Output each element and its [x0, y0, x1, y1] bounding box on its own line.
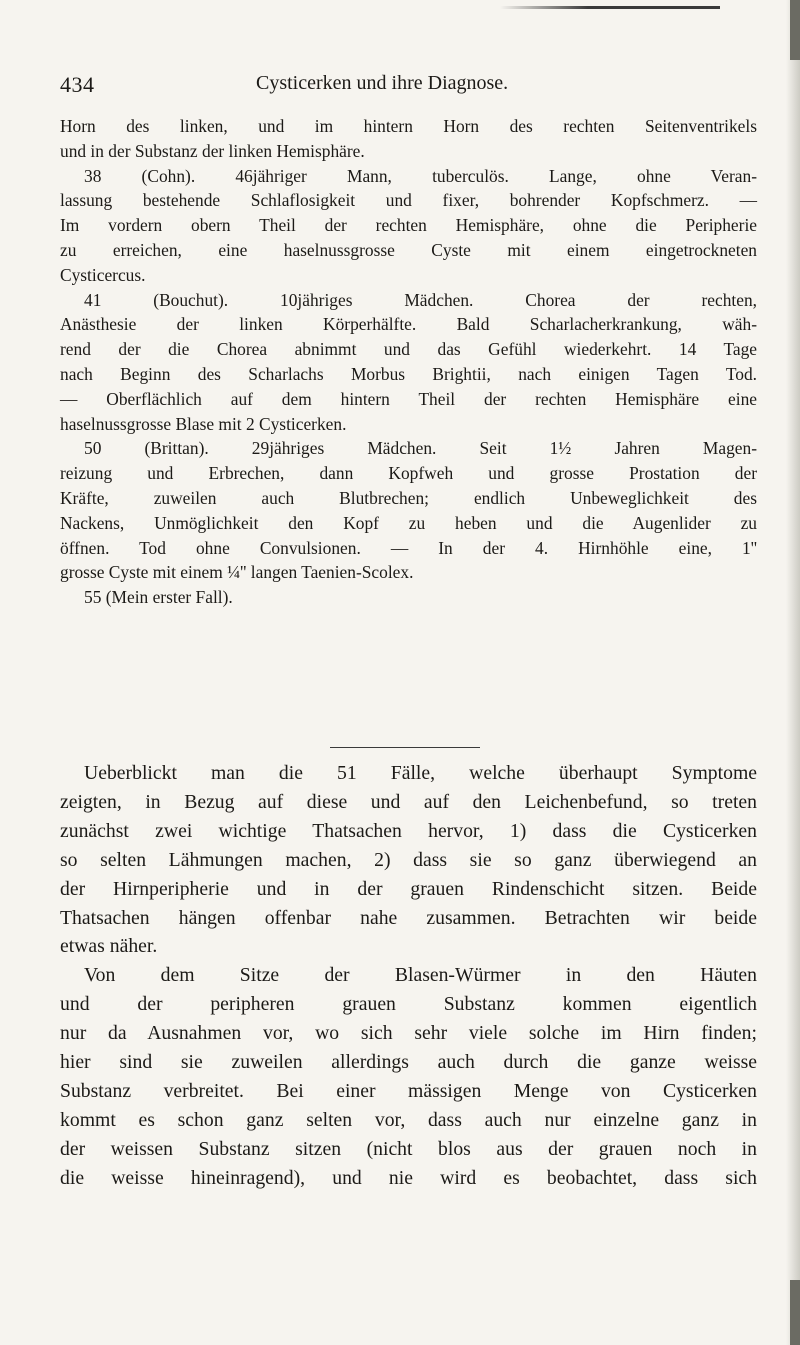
page-edge-mark-bottom: [790, 1280, 800, 1345]
text-line: so selten Lähmungen machen, 2) dass sie so ganz überwiegend an: [60, 848, 757, 871]
text-line: lassung bestehende Schlaflosigkeit und fixer, bohrender Kopfschmerz. —: [60, 190, 757, 211]
text-line: haselnussgrosse Blase mit 2 Cysticerken.: [60, 413, 347, 434]
text-line: Cysticercus.: [60, 264, 146, 285]
text-line: zunächst zwei wichtige Thatsachen hervor, 1) dass die Cysticerken: [60, 819, 757, 842]
page-edge-shadow: [786, 0, 800, 1345]
running-title: Cysticerken und ihre Diagnose.: [256, 72, 509, 94]
text-line: 55 (Mein erster Fall).: [84, 587, 233, 608]
text-line: Im vordern obern Theil der rechten Hemisphäre, ohne die Peripherie: [60, 215, 757, 236]
page-edge-mark-top: [790, 0, 800, 60]
text-line: kommt es schon ganz selten vor, dass auch nur einzelne ganz in: [60, 1108, 757, 1131]
text-line: hier sind sie zuweilen allerdings auch durch die ganze weisse: [60, 1051, 757, 1074]
text-line: zeigten, in Bezug auf diese und auf den Leichenbefund, so treten: [60, 790, 757, 813]
text-line: und der peripheren grauen Substanz kommen eigentlich: [60, 993, 757, 1016]
text-line: öffnen. Tod ohne Convulsionen. — In der 4. Hirnhöhle eine, 1'': [60, 537, 757, 558]
text-line: nach Beginn des Scharlachs Morbus Brightii, nach einigen Tagen Tod.: [60, 363, 757, 384]
text-line: 50 (Brittan). 29jähriges Mädchen. Seit 1½ Jahren Magen-: [84, 438, 757, 459]
text-line: Horn des linken, und im hintern Horn des rechten Seitenventrikels: [60, 116, 757, 136]
top-rule: [500, 6, 720, 9]
text-line: Anästhesie der linken Körperhälfte. Bald Scharlacherkrankung, wäh-: [60, 314, 757, 335]
running-head: [60, 72, 760, 102]
text-line: etwas näher.: [60, 935, 158, 958]
text-line: der weissen Substanz sitzen (nicht blos aus der grauen noch in: [60, 1137, 757, 1160]
text-line: der Hirnperipherie und in der grauen Rindenschicht sitzen. Beide: [60, 877, 757, 900]
text-line: grosse Cyste mit einem ¼'' langen Taenien-Scolex.: [60, 562, 414, 583]
section-divider: [330, 747, 480, 748]
text-line: zu erreichen, eine haselnussgrosse Cyste mit einem eingetrockneten: [60, 239, 757, 260]
text-line: — Oberflächlich auf dem hintern Theil der rechten Hemisphäre eine: [60, 388, 757, 409]
text-line: 38 (Cohn). 46jähriger Mann, tuberculös. Lange, ohne Veran-: [84, 165, 757, 186]
text-line: rend der die Chorea abnimmt und das Gefühl wiederkehrt. 14 Tage: [60, 339, 757, 360]
text-line: 41 (Bouchut). 10jähriges Mädchen. Chorea der rechten,: [84, 289, 757, 310]
page-number: 434: [60, 72, 95, 97]
body-text: [60, 759, 757, 1193]
text-line: Kräfte, zuweilen auch Blutbrechen; endlich Unbeweglichkeit des: [60, 487, 757, 508]
text-line: Von dem Sitze der Blasen-Würmer in den Häuten: [84, 964, 757, 987]
text-line: Nackens, Unmöglichkeit den Kopf zu heben und die Augenlider zu: [60, 512, 757, 533]
case-notes: [60, 114, 757, 610]
text-line: und in der Substanz der linken Hemisphäre.: [60, 140, 365, 161]
text-line: die weisse hineinragend), und nie wird es beobachtet, dass sich: [60, 1166, 757, 1189]
text-line: Ueberblickt man die 51 Fälle, welche überhaupt Symptome: [84, 762, 757, 784]
text-line: nur da Ausnahmen vor, wo sich sehr viele solche im Hirn finden;: [60, 1022, 757, 1045]
text-line: Substanz verbreitet. Bei einer mässigen Menge von Cysticerken: [60, 1079, 757, 1102]
text-line: Thatsachen hängen offenbar nahe zusammen. Betrachten wir beide: [60, 906, 757, 929]
text-line: reizung und Erbrechen, dann Kopfweh und grosse Prostation der: [60, 463, 757, 484]
